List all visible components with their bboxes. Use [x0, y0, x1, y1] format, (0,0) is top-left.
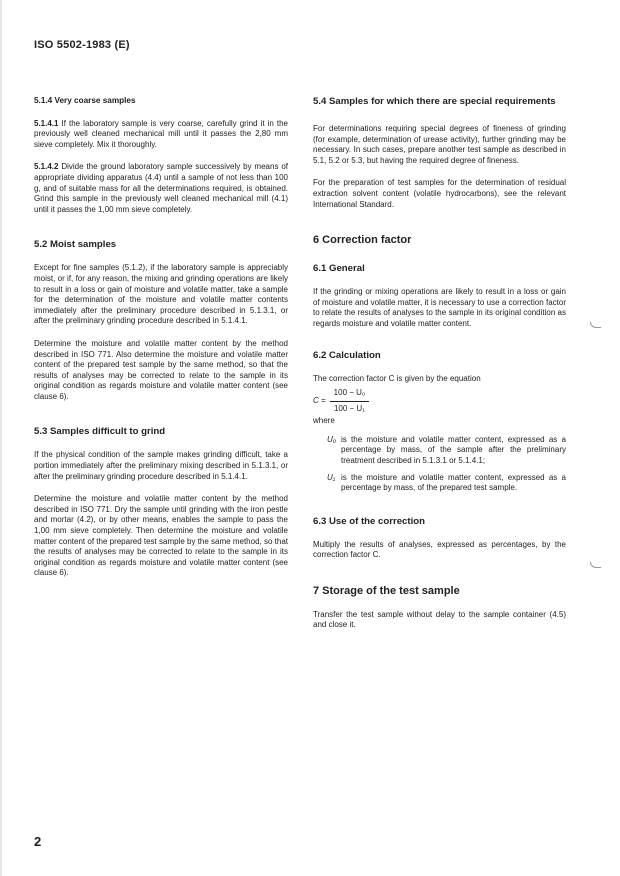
para-5-3-2: Determine the moisture and volatile matter content by the method described in ISO 771. Dry the sample until grinding with the iron pestle and mortar (4.2), or by other means, enables the sample to pass the 1,00 mm sieve completely. Then determine the moisture and volatile matter content of the prepared test sample by the same method, so that the results of analyses may be corrected to relate to the sample in its original condition as regards moisture and volatile matter content (see clause 6). — [34, 494, 288, 578]
correction-factor-equation — [313, 388, 566, 414]
symbol-u0: U₀ — [327, 434, 337, 444]
definition-text: is the moisture and volatile matter content, expressed as a percentage by mass, of the sample after the preliminary treatment described in 5.1.3.1 or 5.1.4.1; — [341, 434, 566, 465]
para-5-1-4-1 — [34, 119, 288, 151]
right-column — [313, 96, 566, 631]
section-5-2-title: 5.2 Moist samples — [34, 239, 117, 251]
para-5-2-1: Except for fine samples (5.1.2), if the laboratory sample is appreciably moist, or if, for any reason, the mixing and grinding operations are likely to result in a loss or gain of moisture and volatile matter, take a sample for the determination of the moisture and volatile matter contents immediately after the preliminary procedure described in 5.1.3.1, or after the preliminary grinding procedure described in 5.1.4.1. — [34, 263, 288, 326]
para-5-3-1: If the physical condition of the sample makes grinding difficult, take a portion immediately after the preliminary mixing described in 5.1.3.1, or after the preliminary grinding procedure described in 5.1.4.1. — [34, 450, 288, 481]
para-text: Divide the ground laboratory sample successively by means of appropriate dividing apparatus (4.4) until a sample of not less than 100 g, and of suitable mass for all the determinations required, is obtained. Grind this sample in the previously well cleaned mechanical mill (4.1) until it passes the 1,00 mm sieve completely. — [34, 162, 288, 214]
definition-text: is the moisture and volatile matter content, expressed as a percentage by mass, of the prepared test sample. — [341, 472, 566, 493]
left-column — [34, 96, 288, 579]
section-6-2-title: 6.2 Calculation — [313, 349, 381, 361]
margin-mark — [590, 322, 601, 328]
section-5-1-4-title: 5.1.4 Very coarse samples — [34, 96, 136, 105]
section-6-title: 6 Correction factor — [313, 234, 412, 247]
section-6-3-title: 6.3 Use of the correction — [313, 515, 425, 527]
section-6-1-title: 6.1 General — [313, 263, 365, 275]
clause-number: 5.1.4.2 — [34, 162, 59, 172]
para-5-4-2: For the preparation of test samples for the determination of residual extraction solvent content (volatile hydrocarbons), see the relevant International Standard. — [313, 178, 566, 209]
equation-fraction — [330, 388, 370, 414]
para-7: Transfer the test sample without delay to the sample container (4.5) and close it. — [313, 609, 566, 630]
equation-lhs: C = — [313, 395, 326, 405]
clause-number: 5.1.4.1 — [34, 118, 59, 128]
para-6-3: Multiply the results of analyses, expressed as percentages, by the correction factor C. — [313, 539, 566, 560]
page-number: 2 — [34, 834, 42, 849]
para-6-1: If the grinding or mixing operations are likely to result in a loss or gain of moisture and volatile matter, it is necessary to use a correction factor to relate the results of analyses to the sample in its original condition as regards moisture and volatile matter content. — [313, 287, 566, 328]
para-text: If the laboratory sample is very coarse, carefully grind it in the previously well cleaned mechanical mill until it passes the 2,80 mm sieve completely. Mix it thoroughly. — [34, 118, 288, 149]
definition-u0 — [327, 435, 566, 467]
para-5-1-4-2 — [34, 162, 288, 215]
section-5-3-title: 5.3 Samples difficult to grind — [34, 426, 166, 438]
section-5-4-title: 5.4 Samples for which there are special requirements — [313, 96, 556, 107]
equation-denominator: 100 − U₁ — [333, 403, 365, 413]
document-header: ISO 5502-1983 (E) — [34, 39, 130, 51]
symbol-u1: U₁ — [327, 472, 336, 482]
para-5-4-1: For determinations requiring special degrees of fineness of grinding (for example, determination of urease activity), further grinding may be necessary. In such cases, prepare another test sample as described in 5.1, 5.2 or 5.3, but having the required degree of fineness. — [313, 124, 566, 165]
equation-numerator: 100 − U₀ — [330, 388, 370, 402]
section-7-title: 7 Storage of the test sample — [313, 584, 460, 597]
definition-u1 — [327, 473, 566, 494]
page-edge-shadow — [0, 0, 2, 876]
margin-mark — [590, 562, 601, 568]
para-5-2-2: Determine the moisture and volatile matter content by the method described in ISO 771. Also determine the moisture and volatile matter content of the prepared test sample by the same method, so that the results of analyses may be corrected to relate to the sample in its original condition as regards moisture and volatile matter content (see clause 6). — [34, 338, 288, 401]
para-6-2-intro: The correction factor C is given by the equation — [313, 373, 481, 383]
where-label: where — [313, 416, 335, 426]
